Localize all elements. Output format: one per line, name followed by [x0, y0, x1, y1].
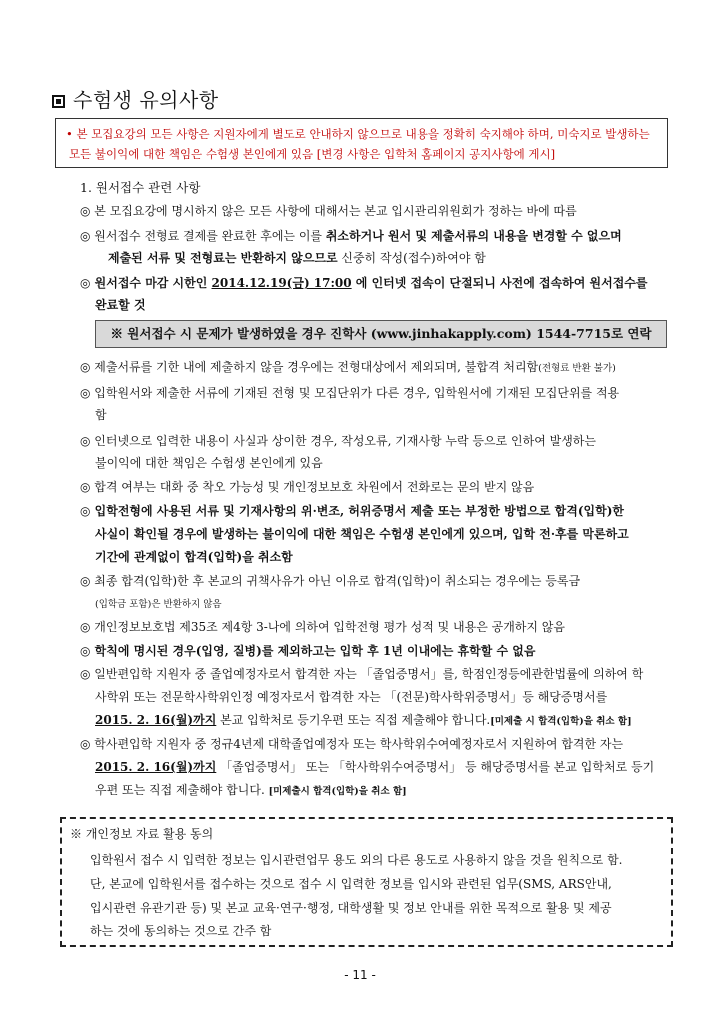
notice-line-2: 모든 불이익에 대한 책임은 수험생 본인에게 있음 [변경 사항은 입학처 홈페이지 공지사항에 게시] — [69, 147, 556, 161]
deadline-text: 2015. 2. 16(월)까지 — [95, 760, 217, 774]
item-line — [95, 781, 407, 798]
item-line: ◎ 본 모집요강에 명시하지 않은 모든 사항에 대해서는 본교 입시관리위원회가 정하는 바에 따름 — [80, 204, 577, 218]
privacy-line: 단, 본교에 입학원서를 접수하는 것으로 접수 시 입력한 정보를 입시와 관련된 업무(SMS, ARS안내, — [90, 877, 612, 891]
privacy-consent-box — [60, 817, 673, 947]
item-line: ◎ 최종 합격(입학)한 후 본교의 귀책사유가 아닌 이유로 합격(입학)이 취소되는 경우에는 등록금 — [80, 574, 581, 588]
square-bullet-icon — [52, 95, 65, 108]
item-text: 우편 또는 직접 제출해야 합니다. — [95, 783, 269, 797]
item-text: ◎ 제출서류를 기한 내에 제출하지 않을 경우에는 전형대상에서 제외되며, 불합격 처리함 — [80, 360, 539, 374]
item-line: ◎ 개인정보보호법 제35조 제4항 3-나에 의하여 입학전형 평가 성적 및 내용은 공개하지 않음 — [80, 620, 565, 634]
notice-box — [55, 118, 668, 168]
item-text: 에 인터넷 접속이 단절되니 사전에 접속하여 원서접수를 — [351, 276, 648, 290]
item-line: (입학금 포함)은 반환하지 않음 — [95, 599, 222, 610]
item-line: ◎ 입학전형에 사용된 서류 및 기재사항의 위·변조, 허위증명서 제출 또는 부정한 방법으로 합격(입학)한 — [80, 504, 624, 518]
notice-line-1: • 본 모집요강의 모든 사항은 지원자에게 별도로 안내하지 않으므로 내용을 정확히 숙지해야 하며, 미숙지로 발생하는 — [66, 127, 650, 141]
item-bold-text: 취소하거나 원서 및 제출서류의 내용을 변경할 수 없으며 — [325, 229, 622, 243]
deadline-text: 2014.12.19(금) 17:00 — [211, 276, 352, 290]
item-line: 함 — [95, 408, 107, 422]
item-line — [95, 711, 632, 728]
item-small-text: (전형료 반환 불가) — [538, 363, 616, 374]
item-line: 완료할 것 — [95, 298, 146, 312]
item-line: 사실이 확인될 경우에 발생하는 불이익에 대한 책임은 수험생 본인에게 있으며, 입학 전·후를 막론하고 — [95, 527, 629, 541]
item-line — [108, 249, 486, 266]
privacy-line: 하는 것에 동의하는 것으로 간주 함 — [90, 924, 272, 938]
item-bold-text: [미제출 시 합격(입학)을 취소 함] — [490, 716, 632, 727]
privacy-line: 입학원서 접수 시 입력한 정보는 입시관련업무 용도 외의 다른 용도로 사용하지 않을 것을 원칙으로 함. — [90, 853, 623, 867]
privacy-heading: ※ 개인정보 자료 활용 동의 — [70, 827, 214, 841]
item-line: ◎ 학칙에 명시된 경우(입영, 질병)를 제외하고는 입학 후 1년 이내에는 휴학할 수 없음 — [80, 644, 536, 658]
deadline-text: 2015. 2. 16(월)까지 — [95, 713, 217, 727]
contact-box: ※ 원서접수 시 문제가 발생하였을 경우 진학사 (www.jinhakapply.com) 1544-7715로 연락 — [95, 320, 667, 348]
item-line — [80, 227, 622, 244]
item-text: 본교 입학처로 등기우편 또는 직접 제출해야 합니다. — [216, 713, 491, 727]
item-line: ◎ 입학원서와 제출한 서류에 기재된 전형 및 모집단위가 다른 경우, 입학원서에 기재된 모집단위를 적용 — [80, 386, 620, 400]
page-number: - 11 - — [344, 968, 376, 982]
item-line — [80, 274, 648, 291]
section-title — [52, 84, 219, 113]
section-title-text: 수험생 유의사항 — [73, 88, 219, 112]
item-line — [80, 358, 616, 375]
item-text: 신중히 작성(접수)하여야 함 — [337, 251, 486, 265]
item-line: ◎ 인터넷으로 입력한 내용이 사실과 상이한 경우, 작성오류, 기재사항 누락 등으로 인하여 발생하는 — [80, 434, 596, 448]
item-bold-text: 제출된 서류 및 전형료는 반환하지 않으므로 — [108, 251, 338, 265]
item-line: 불이익에 대한 책임은 수험생 본인에게 있음 — [95, 456, 323, 470]
privacy-line: 입시관련 유관기관 등) 및 본교 교육·연구·행정, 대학생활 및 정보 안내를 위한 목적으로 활용 및 제공 — [90, 901, 612, 915]
item-bold-text: [미제출시 합격(입학)을 취소 함] — [268, 786, 407, 797]
section-heading: 1. 원서접수 관련 사항 — [80, 180, 201, 195]
item-line: 기간에 관계없이 합격(입학)을 취소함 — [95, 550, 293, 564]
item-text: 「졸업증명서」 또는 「학사학위수여증명서」 등 해당증명서를 본교 입학처로 등기 — [216, 760, 655, 774]
item-line: ◎ 합격 여부는 대화 중 착오 가능성 및 개인정보보호 차원에서 전화로는 문의 받지 않음 — [80, 480, 535, 494]
item-line — [95, 758, 654, 775]
item-text: ◎ 원서접수 마감 시한인 — [80, 276, 212, 290]
item-text: ◎ 원서접수 전형료 결제를 완료한 후에는 이를 — [80, 229, 326, 243]
item-line: ◎ 학사편입학 지원자 중 정규4년제 대학졸업예정자 또는 학사학위수여예정자로서 지원하여 합격한 자는 — [80, 737, 624, 751]
item-line: ◎ 일반편입학 지원자 중 졸업예정자로서 합격한 자는 「졸업증명서」를, 학점인정등에관한법률에 의하여 학 — [80, 667, 644, 681]
item-line: 사학위 또는 전문학사학위인정 예정자로서 합격한 자는 「(전문)학사학위증명서」등 해당증명서를 — [95, 690, 608, 704]
